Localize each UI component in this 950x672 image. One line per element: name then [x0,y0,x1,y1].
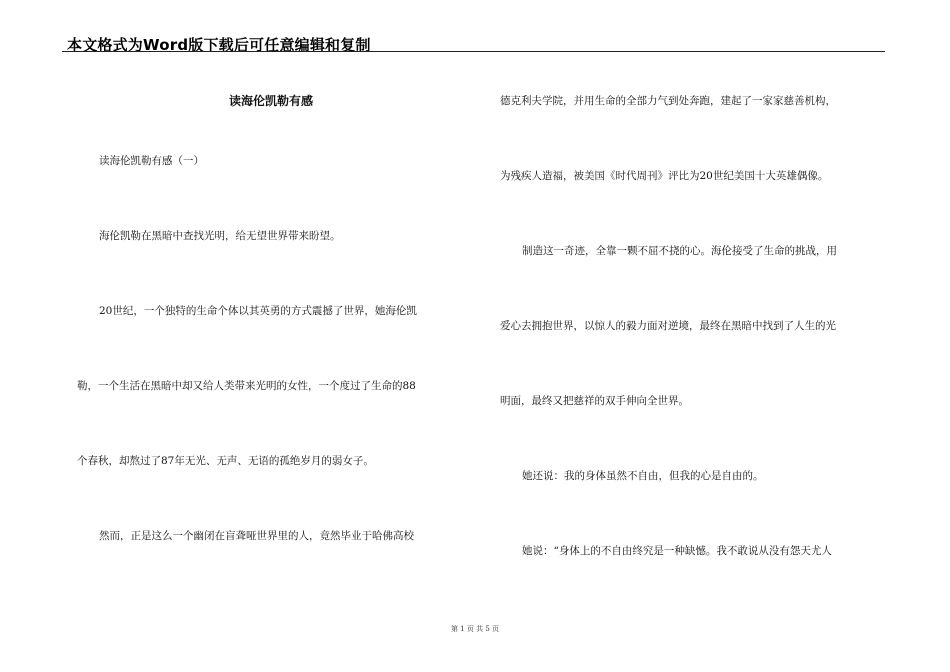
download-notice-banner: 本文格式为Word版下载后可任意编辑和复制 [67,36,371,54]
paragraph-line: 她还说：我的身体虽然不自由，但我的心是自由的。 [522,470,764,482]
paragraph-line: 勒，一个生活在黑暗中却又给人类带来光明的女性，一个度过了生命的88 [77,380,416,392]
paragraph-subtitle: 读海伦凯勒有感（一） [99,155,204,167]
page-number: 第 1 页 共 5 页 [450,625,500,633]
paragraph-line: 为残疾人造福，被美国《时代周刊》评比为20世纪美国十大英雄偶像。 [500,170,829,182]
header-divider [62,51,885,52]
paragraph-line: 她说：“身体上的不自由终究是一种缺憾。我不敢说从没有怨天尤人 [522,545,832,557]
paragraph-line: 明面，最终又把慈祥的双手伸向全世界。 [500,395,689,407]
paragraph-line: 个春秋，却熬过了87年无光、无声、无语的孤绝岁月的弱女子。 [77,455,374,467]
paragraph-line: 制造这一奇迹，全靠一颗不屈不挠的心。海伦接受了生命的挑战，用 [522,245,837,257]
paragraph-line: 海伦凯勒在黑暗中查找光明，给无望世界带来盼望。 [99,230,341,242]
paragraph-line: 爱心去拥抱世界，以惊人的毅力面对逆境，最终在黑暗中找到了人生的光 [500,320,836,332]
paragraph-line: 20世纪，一个独特的生命个体以其英勇的方式震撼了世界，她海伦凯 [99,305,417,317]
paragraph-line: 德克利夫学院，并用生命的全部力气到处奔跑，建起了一家家慈善机构， [500,95,836,107]
paragraph-line: 然而，正是这么一个幽闭在盲聋哑世界里的人，竟然毕业于哈佛高校 [99,530,414,542]
document-title: 读海伦凯勒有感 [228,94,313,108]
